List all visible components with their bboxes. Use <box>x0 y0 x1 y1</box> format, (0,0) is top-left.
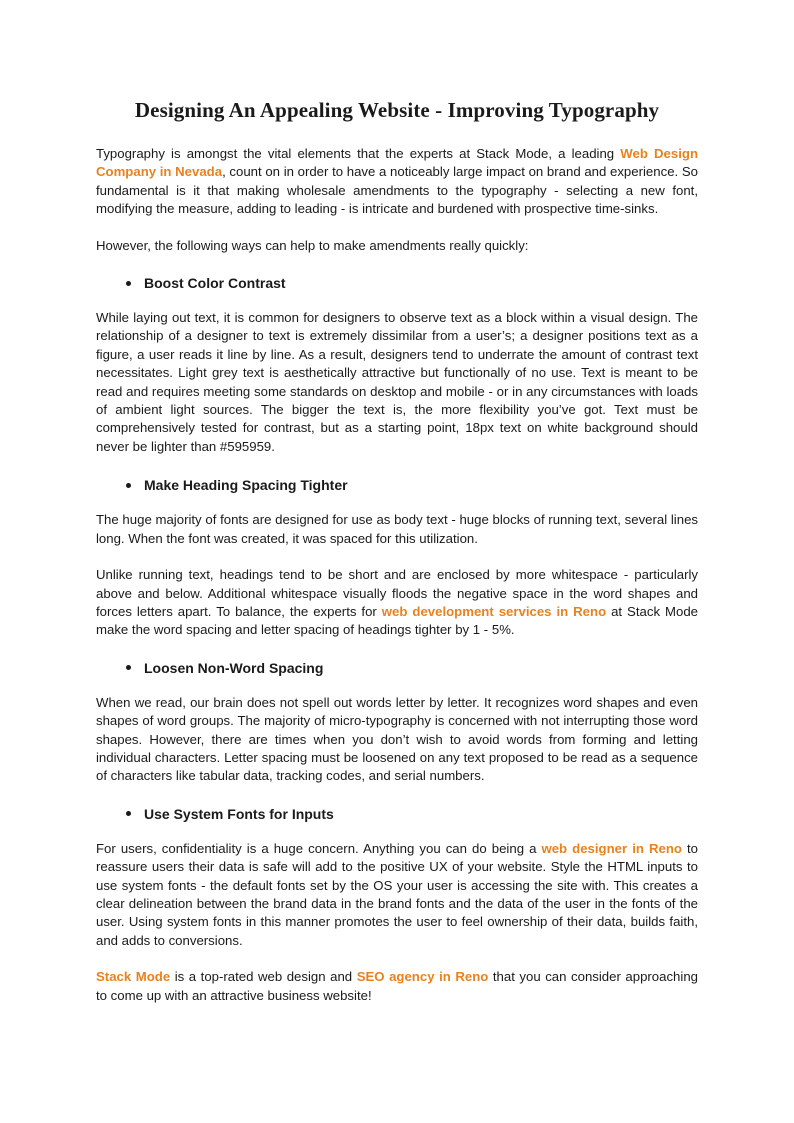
system-fonts-paragraph <box>96 840 698 950</box>
link-web-designer-reno[interactable]: web designer in Reno <box>541 840 682 856</box>
loosen-spacing-paragraph: When we read, our brain does not spell out words letter by letter. It recognizes word shapes and even shapes of word groups. The majority of micro-typography is concerned with not interrupting those word shapes. However, there are times when you don’t wish to avoid words from forming and letting individual characters. Letter spacing must be loosened on any text proposed to be read as a sequence of characters like tabular data, tracking codes, and serial numbers. <box>96 694 698 784</box>
bullet-dot-icon <box>126 483 131 488</box>
closing-text-end: that you can consider approaching to come up with an attractive business website! <box>96 969 698 1003</box>
section-heading-boost-color-contrast <box>96 273 698 293</box>
page-title: Designing An Appealing Website - Improving Typography <box>134 98 660 122</box>
heading-spacing-text-end: at Stack Mode make the word spacing and letter spacing of headings tighter by 1 - 5%. <box>96 603 698 638</box>
bullet-dot-icon <box>126 665 131 670</box>
heading-spacing-paragraph-2 <box>96 566 698 640</box>
section-heading-text: Make Heading Spacing Tighter <box>144 477 348 494</box>
section-heading-text: Use System Fonts for Inputs <box>144 805 334 822</box>
section-heading-loosen-spacing <box>96 658 698 678</box>
closing-text-mid: is a top-rated web design and <box>170 969 357 985</box>
bullet-dot-icon <box>126 811 131 816</box>
link-web-development-services-reno[interactable]: web development services in Reno <box>381 603 607 619</box>
ways-paragraph: However, the following ways can help to make amendments really quickly: <box>96 237 529 253</box>
link-stack-mode[interactable]: Stack Mode <box>96 969 171 985</box>
heading-spacing-paragraph-1: The huge majority of fonts are designed for use as body text - huge blocks of running text, several lines long. When the font was created, it was spaced for this utilization. <box>96 512 698 546</box>
heading-spacing-text-start: Unlike running text, headings tend to be short and are enclosed by more whitespace - particularly above and below. Additional whitespace visually floods the negative space in the word shapes and forces letters apart. To balance, the experts for <box>96 567 698 619</box>
bullet-dot-icon <box>126 281 131 286</box>
system-fonts-text-start: For users, confidentiality is a huge concern. Anything you can do being a <box>96 840 542 856</box>
section-heading-heading-spacing <box>96 475 698 495</box>
link-web-design-company-nevada[interactable]: Web Design Company in Nevada <box>96 146 698 180</box>
intro-paragraph <box>96 145 698 219</box>
intro-text-start: Typography is amongst the vital elements that the experts at Stack Mode, a leading <box>96 146 621 161</box>
system-fonts-text-end: to reassure users their data is safe will add to the positive UX of your website. Style the HTML inputs to use system fonts - the default fonts set by the OS your user is accessing the site with. This creates a clear delineation between the brand data in the brand fonts and the data of the user in the fonts of the user. Using system fonts in this manner promotes the user to feel ownership of their data, builds faith, and adds to conversions. <box>96 840 698 948</box>
color-contrast-paragraph: While laying out text, it is common for designers to observe text as a block within a visual design. The relationship of a designer to text is extremely dissimilar from a user’s; a designer positions text as a figure, a user reads it line by line. As a result, designers tend to underrate the amount of contrast text necessitates. Light grey text is aesthetically attractive but functionally of no use. Text is meant to be read and requires meeting some standards on desktop and mobile - or in any circumstances with loads of ambient light sources. The bigger the text is, the more flexibility you’ve got. Text must be comprehensively tested for contrast, but as a starting point, 18px text on white background should never be lighter than #595959. <box>96 310 698 454</box>
closing-paragraph <box>96 968 698 1005</box>
link-seo-agency-reno[interactable]: SEO agency in Reno <box>356 969 489 985</box>
intro-text-end: , count on in order to have a noticeably large impact on brand and experience. So fundamental is it that making wholesale amendments to the typography - selecting a new font, modifying the measure, adding to leading - is intricate and burdened with prospective time-sinks. <box>96 164 698 217</box>
section-heading-text: Loosen Non-Word Spacing <box>144 659 324 676</box>
section-heading-text: Boost Color Contrast <box>144 275 286 292</box>
section-heading-system-fonts <box>96 804 698 824</box>
